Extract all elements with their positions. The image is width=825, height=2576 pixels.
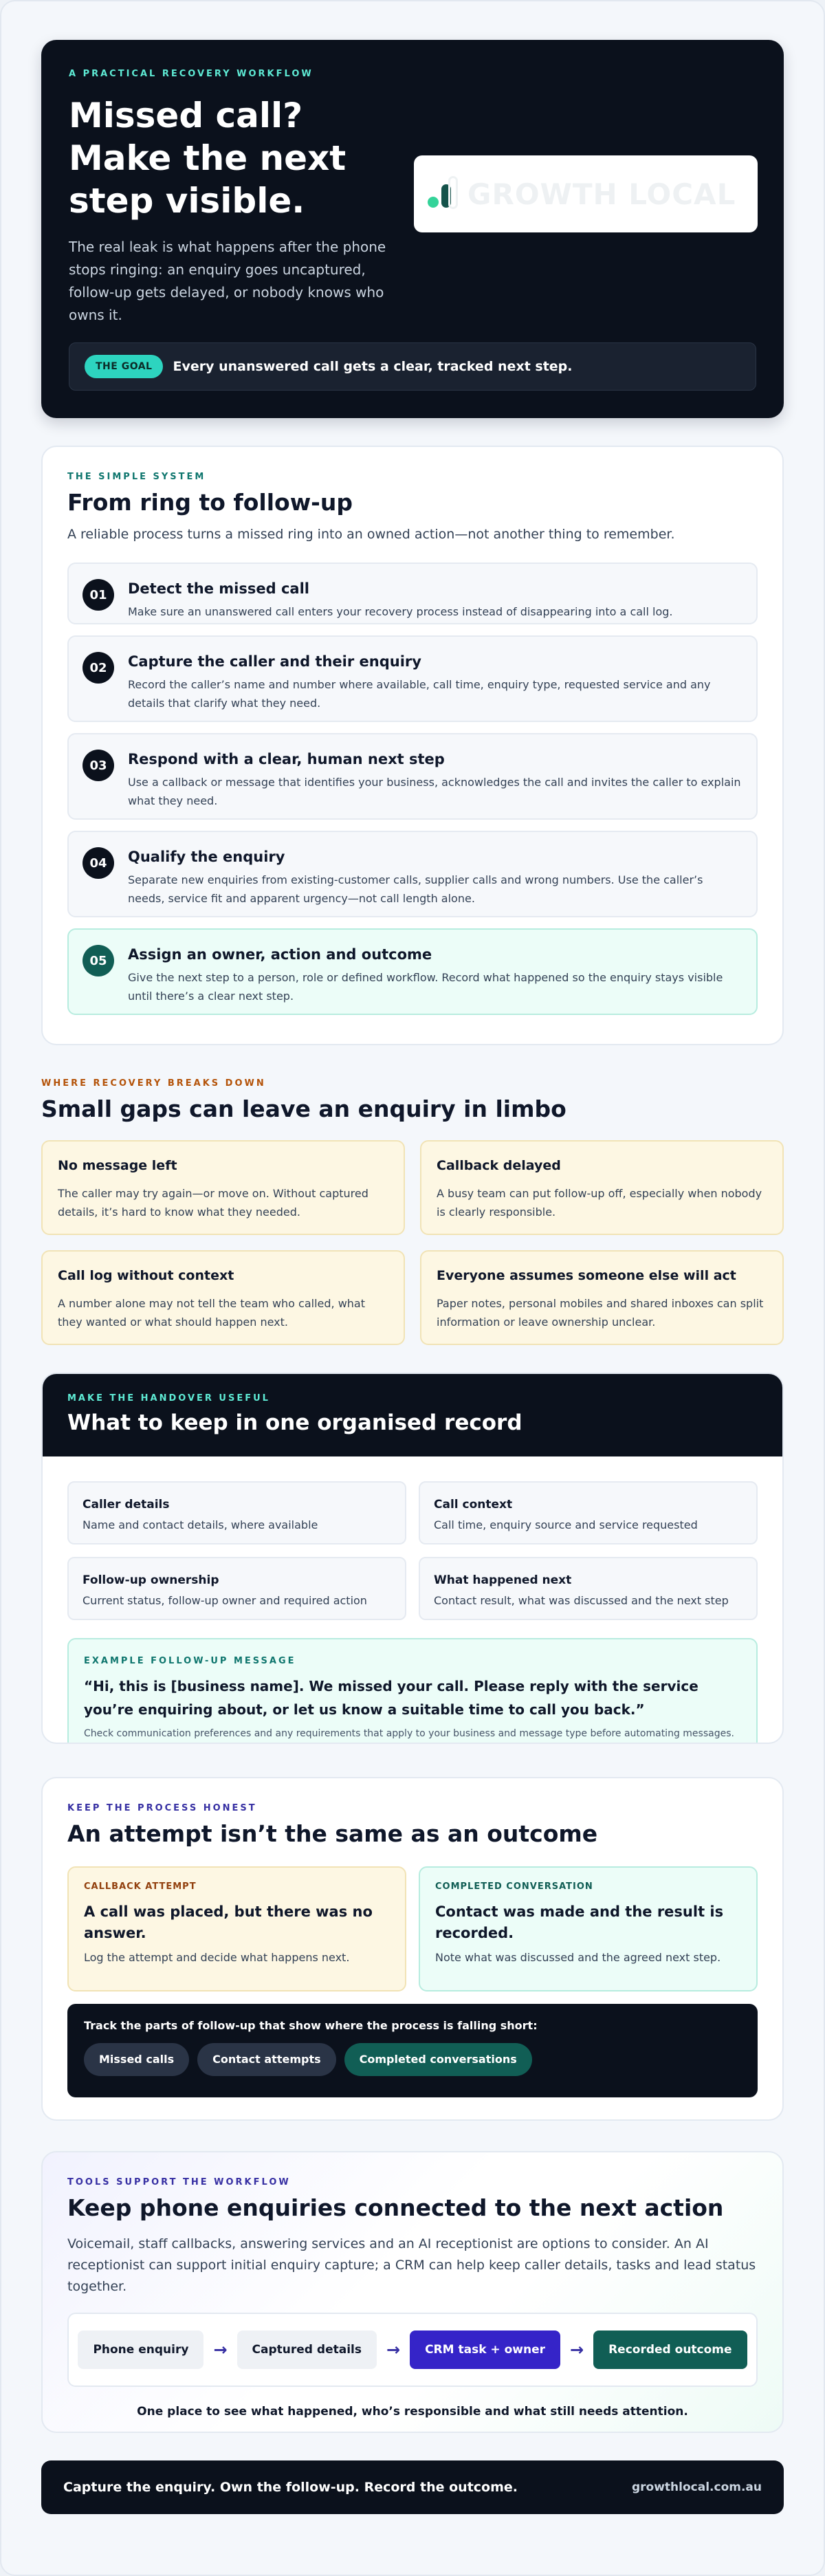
goal-banner xyxy=(69,342,756,391)
gaps-section xyxy=(41,1078,784,1345)
step-number: 05 xyxy=(82,945,114,976)
example-message-card xyxy=(67,1638,758,1744)
step-number: 02 xyxy=(82,652,114,684)
chip-contact-attempts: Contact attempts xyxy=(197,2043,336,2076)
honest-eyebrow: KEEP THE PROCESS HONEST xyxy=(67,1803,257,1813)
tools-note: One place to see what happened, who’s responsible and what still needs attention. xyxy=(137,2405,688,2419)
brand-logo xyxy=(414,155,758,232)
record-header xyxy=(43,1374,782,1456)
tracking-title: Track the parts of follow-up that show where the process is falling short: xyxy=(84,2019,538,2032)
goal-badge: THE GOAL xyxy=(85,355,163,378)
record-field xyxy=(419,1557,758,1620)
logo-wordmark: GROWTH LOCAL xyxy=(468,177,736,211)
flow-step-captured-details: Captured details xyxy=(237,2331,377,2369)
gaps-eyebrow: WHERE RECOVERY BREAKS DOWN xyxy=(41,1078,266,1089)
field-description: Name and contact details, where available xyxy=(82,1518,318,1531)
field-title: Caller details xyxy=(82,1498,170,1511)
arrow-right-icon: → xyxy=(213,2340,228,2359)
record-field-grid xyxy=(67,1481,758,1620)
gap-description: Paper notes, personal mobiles and shared inboxes can split information or leave ownership unclear. xyxy=(437,1297,764,1329)
attempt-tag: CALLBACK ATTEMPT xyxy=(84,1881,197,1892)
tools-eyebrow: TOOLS SUPPORT THE WORKFLOW xyxy=(67,2177,291,2187)
tools-section xyxy=(41,2151,784,2433)
gap-title: Everyone assumes someone else will act xyxy=(437,1268,736,1283)
attempt-title: A call was placed, but there was no answer. xyxy=(84,1903,373,1941)
step-item xyxy=(67,635,758,722)
gap-title: Callback delayed xyxy=(437,1158,561,1173)
step-number: 03 xyxy=(82,750,114,781)
field-description: Contact result, what was discussed and the next step xyxy=(434,1594,729,1607)
completed-conversation-card xyxy=(419,1866,758,1991)
step-item xyxy=(67,733,758,820)
hero-title: Missed call? Make the next step visible. xyxy=(69,96,346,221)
gap-card xyxy=(420,1250,784,1345)
record-section xyxy=(41,1373,784,1744)
flow-step-recorded-outcome: Recorded outcome xyxy=(593,2331,747,2369)
gap-description: The caller may try again—or move on. Without captured details, it’s hard to know what they needed. xyxy=(58,1187,368,1219)
footer-bar xyxy=(41,2460,784,2514)
record-eyebrow: MAKE THE HANDOVER USEFUL xyxy=(67,1393,270,1404)
record-field xyxy=(419,1481,758,1544)
field-description: Call time, enquiry source and service requested xyxy=(434,1518,698,1531)
hero-subtitle: The real leak is what happens after the phone stops ringing: an enquiry goes uncaptured, follow-up gets delayed, or nobody knows who owns it. xyxy=(69,239,386,323)
field-title: Call context xyxy=(434,1498,513,1511)
record-title: What to keep in one organised record xyxy=(67,1410,522,1435)
example-note: Check communication preferences and any requirements that apply to your business and message type before automating messages. xyxy=(84,1728,734,1739)
footer-tagline: Capture the enquiry. Own the follow-up. Record the outcome. xyxy=(63,2480,518,2495)
system-eyebrow: THE SIMPLE SYSTEM xyxy=(67,472,206,482)
step-description: Use a callback or message that identifies your business, acknowledges the call and invites the caller to explain what they need. xyxy=(128,776,741,807)
example-eyebrow: EXAMPLE FOLLOW-UP MESSAGE xyxy=(84,1656,296,1666)
logo-mark-icon xyxy=(428,173,458,215)
gap-card xyxy=(41,1250,405,1345)
hero-eyebrow: A PRACTICAL RECOVERY WORKFLOW xyxy=(69,69,314,79)
field-description: Current status, follow-up owner and required action xyxy=(82,1594,367,1607)
honest-title: An attempt isn’t the same as an outcome xyxy=(67,1820,598,1847)
gap-title: No message left xyxy=(58,1158,177,1173)
step-number: 04 xyxy=(82,847,114,879)
arrow-right-icon: → xyxy=(569,2340,584,2359)
tracking-panel xyxy=(67,2004,758,2097)
chip-missed-calls: Missed calls xyxy=(84,2043,189,2076)
step-item xyxy=(67,831,758,917)
hero-section xyxy=(41,40,784,418)
gap-title: Call log without context xyxy=(58,1268,234,1283)
step-description: Record the caller’s name and number where available, call time, enquiry type, requested service and any details that clarify what they need. xyxy=(128,678,711,710)
tools-title: Keep phone enquiries connected to the next action xyxy=(67,2194,724,2221)
example-quote: “Hi, this is [business name]. We missed your call. Please reply with the service you’re enquiring about, or let us know a suitable time to call you back.” xyxy=(84,1678,698,1718)
step-title: Capture the caller and their enquiry xyxy=(128,653,421,670)
gap-description: A busy team can put follow-up off, especially when nobody is clearly responsible. xyxy=(437,1187,762,1219)
step-description: Give the next step to a person, role or defined workflow. Record what happened so the enquiry stays visible until there’s a clear next step. xyxy=(128,971,723,1003)
system-section xyxy=(41,446,784,1045)
attempt-description: Log the attempt and decide what happens next. xyxy=(84,1951,350,1964)
step-number: 01 xyxy=(82,579,114,611)
attempt-title: Contact was made and the result is recorded. xyxy=(435,1903,724,1941)
attempt-description: Note what was discussed and the agreed next step. xyxy=(435,1951,721,1964)
step-title: Assign an owner, action and outcome xyxy=(128,946,432,963)
footer-website-link[interactable]: growthlocal.com.au xyxy=(631,2480,762,2494)
field-title: Follow-up ownership xyxy=(82,1573,219,1587)
gap-card xyxy=(420,1140,784,1235)
arrow-right-icon: → xyxy=(386,2340,401,2359)
gap-grid xyxy=(41,1140,784,1345)
record-field xyxy=(67,1481,406,1544)
attempt-grid xyxy=(67,1866,758,1991)
step-list xyxy=(67,563,758,1015)
attempt-tag: COMPLETED CONVERSATION xyxy=(435,1881,593,1892)
record-field xyxy=(67,1557,406,1620)
step-description: Make sure an unanswered call enters your recovery process instead of disappearing into a call log. xyxy=(128,605,673,618)
gap-card xyxy=(41,1140,405,1235)
workflow-diagram xyxy=(67,2313,758,2387)
field-title: What happened next xyxy=(434,1573,572,1587)
step-title: Respond with a clear, human next step xyxy=(128,751,445,767)
gap-description: A number alone may not tell the team who called, what they wanted or what should happen next. xyxy=(58,1297,366,1329)
system-title: From ring to follow-up xyxy=(67,489,353,516)
goal-text: Every unanswered call gets a clear, tracked next step. xyxy=(173,359,573,374)
record-body xyxy=(43,1456,782,1744)
step-title: Qualify the enquiry xyxy=(128,849,285,865)
step-description: Separate new enquiries from existing-customer calls, supplier calls and wrong numbers. Use the caller’s needs, service fit and apparent urgency—not call length alone. xyxy=(128,873,703,905)
step-item-highlighted xyxy=(67,928,758,1015)
system-subtitle: A reliable process turns a missed ring into an owned action—not another thing to remember. xyxy=(67,527,675,542)
step-item xyxy=(67,563,758,624)
gaps-title: Small gaps can leave an enquiry in limbo xyxy=(41,1095,566,1122)
callback-attempt-card xyxy=(67,1866,406,1991)
step-title: Detect the missed call xyxy=(128,580,309,597)
honest-section xyxy=(41,1777,784,2121)
tools-description: Voicemail, staff callbacks, answering services and an AI receptionist are options to consider. An AI receptionist can support initial enquiry capture; a CRM can help keep caller details, tasks and lead status together. xyxy=(67,2236,756,2294)
metric-chips xyxy=(84,2043,741,2076)
chip-completed-conversations: Completed conversations xyxy=(344,2043,532,2076)
flow-step-crm-task: CRM task + owner xyxy=(410,2331,560,2369)
flow-step-phone-enquiry: Phone enquiry xyxy=(78,2331,204,2369)
